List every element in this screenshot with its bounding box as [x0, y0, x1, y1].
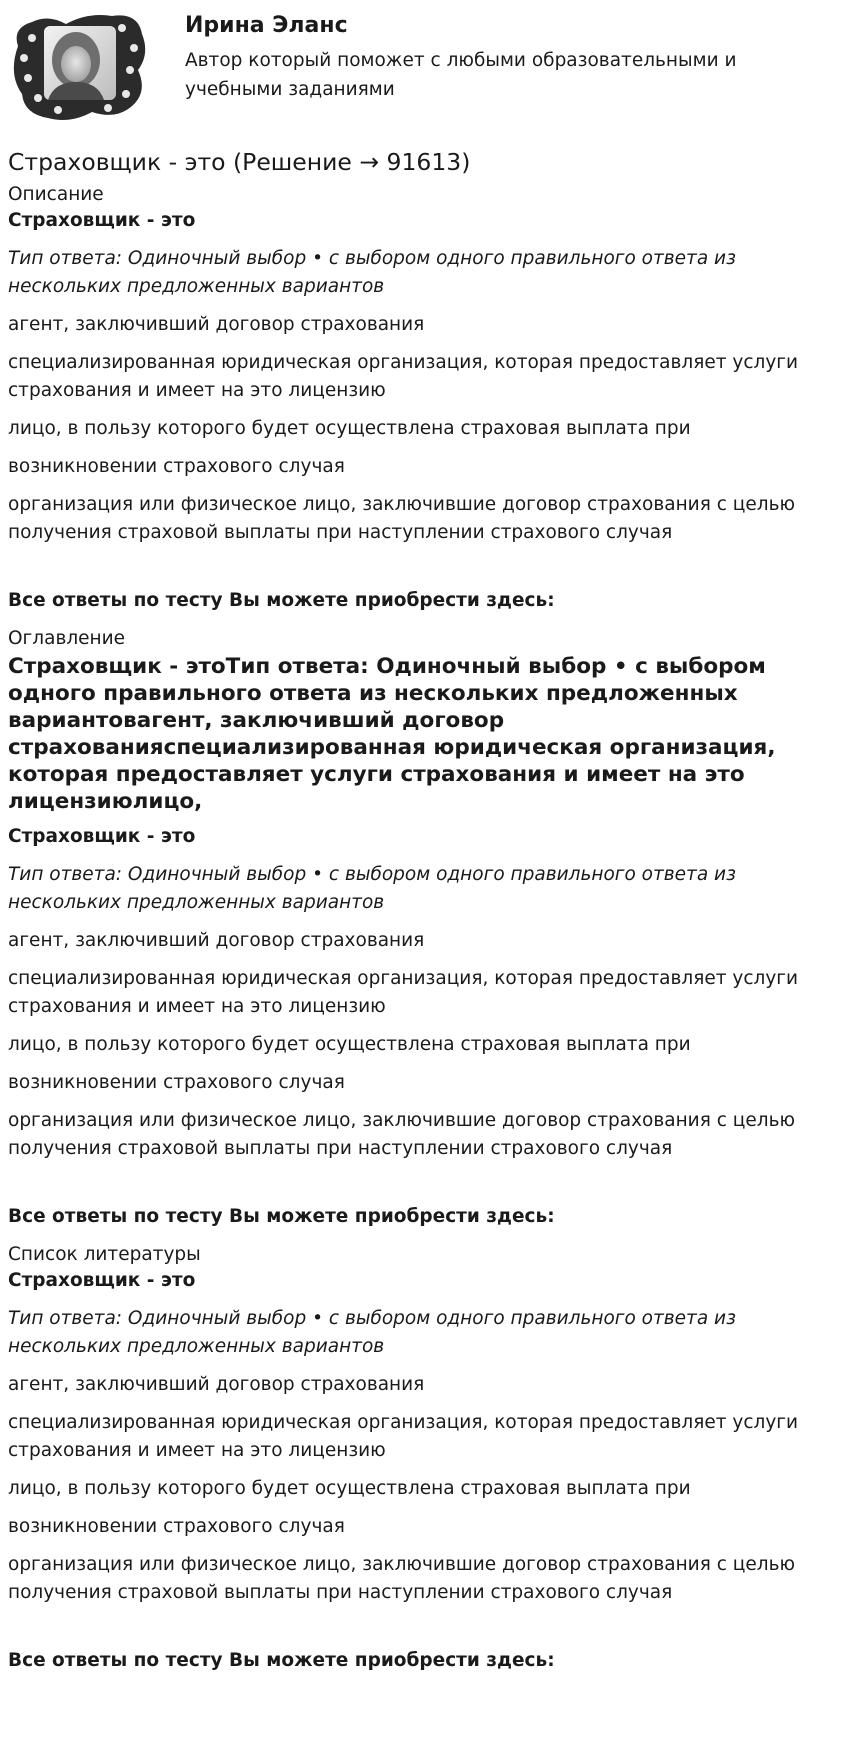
- section-label-toc: Оглавление: [8, 628, 126, 649]
- question-title: Страховщик - это: [8, 826, 196, 847]
- section-label-literature: Список литературы: [8, 1244, 201, 1265]
- answer-option: лицо, в пользу которого будет осуществлена страховая выплата при: [8, 1034, 691, 1055]
- answer-option: возникновении страхового случая: [8, 1072, 345, 1093]
- answer-option: специализированная юридическая организация, которая предоставляет услуги страхования и имеет на это лицензию: [8, 968, 799, 1017]
- spacer: [8, 1163, 839, 1205]
- answer-option: возникновении страхового случая: [8, 456, 345, 477]
- answer-option: лицо, в пользу которого будет осуществлена страховая выплата при: [8, 1478, 691, 1499]
- author-block: [8, 0, 839, 130]
- question-type: Тип ответа: Одиночный выбор • с выбором одного правильного ответа из нескольких предложенных вариантов: [8, 248, 736, 297]
- author-name[interactable]: Ирина Эланс: [185, 13, 348, 38]
- buy-answers-link[interactable]: Все ответы по тесту Вы можете приобрести здесь:: [8, 1650, 555, 1671]
- answer-option: специализированная юридическая организация, которая предоставляет услуги страхования и имеет на это лицензию: [8, 352, 799, 401]
- answer-option: лицо, в пользу которого будет осуществлена страховая выплата при: [8, 418, 691, 439]
- spacer: [8, 1607, 839, 1649]
- answer-option: организация или физическое лицо, заключившие договор страхования с целью получения страховой выплаты при наступлении страхового случая: [8, 1110, 796, 1159]
- author-avatar: [8, 8, 150, 126]
- spacer: [8, 547, 839, 589]
- question-type: Тип ответа: Одиночный выбор • с выбором одного правильного ответа из нескольких предложенных вариантов: [8, 1308, 736, 1357]
- question-title: Страховщик - это: [8, 210, 196, 231]
- buy-answers-link[interactable]: Все ответы по тесту Вы можете приобрести здесь:: [8, 1206, 555, 1227]
- toc-heading: Страховщик - этоТип ответа: Одиночный выбор • с выбором одного правильного ответа из нескольких предложенных вариантовагент, заключивший договор страхованияспециализированная юридическая организация, которая предоставляет услуги страхования и имеет на это лицензиюлицо,: [8, 654, 776, 814]
- question-title: Страховщик - это: [8, 1270, 196, 1291]
- page-title: Страховщик - это (Решение → 91613): [8, 148, 471, 176]
- answer-option: организация или физическое лицо, заключившие договор страхования с целью получения страховой выплаты при наступлении страхового случая: [8, 1554, 796, 1603]
- author-description: Автор который поможет с любыми образовательными и учебными заданиями: [185, 50, 737, 100]
- author-info: [185, 8, 785, 104]
- answer-option: агент, заключивший договор страхования: [8, 314, 425, 335]
- answer-option: специализированная юридическая организация, которая предоставляет услуги страхования и имеет на это лицензию: [8, 1412, 799, 1461]
- answer-option: агент, заключивший договор страхования: [8, 1374, 425, 1395]
- answer-option: агент, заключивший договор страхования: [8, 930, 425, 951]
- buy-answers-link[interactable]: Все ответы по тесту Вы можете приобрести здесь:: [8, 590, 555, 611]
- section-label-description: Описание: [8, 184, 104, 205]
- answer-option: возникновении страхового случая: [8, 1516, 345, 1537]
- answer-option: организация или физическое лицо, заключившие договор страхования с целью получения страховой выплаты при наступлении страхового случая: [8, 494, 796, 543]
- question-type: Тип ответа: Одиночный выбор • с выбором одного правильного ответа из нескольких предложенных вариантов: [8, 864, 736, 913]
